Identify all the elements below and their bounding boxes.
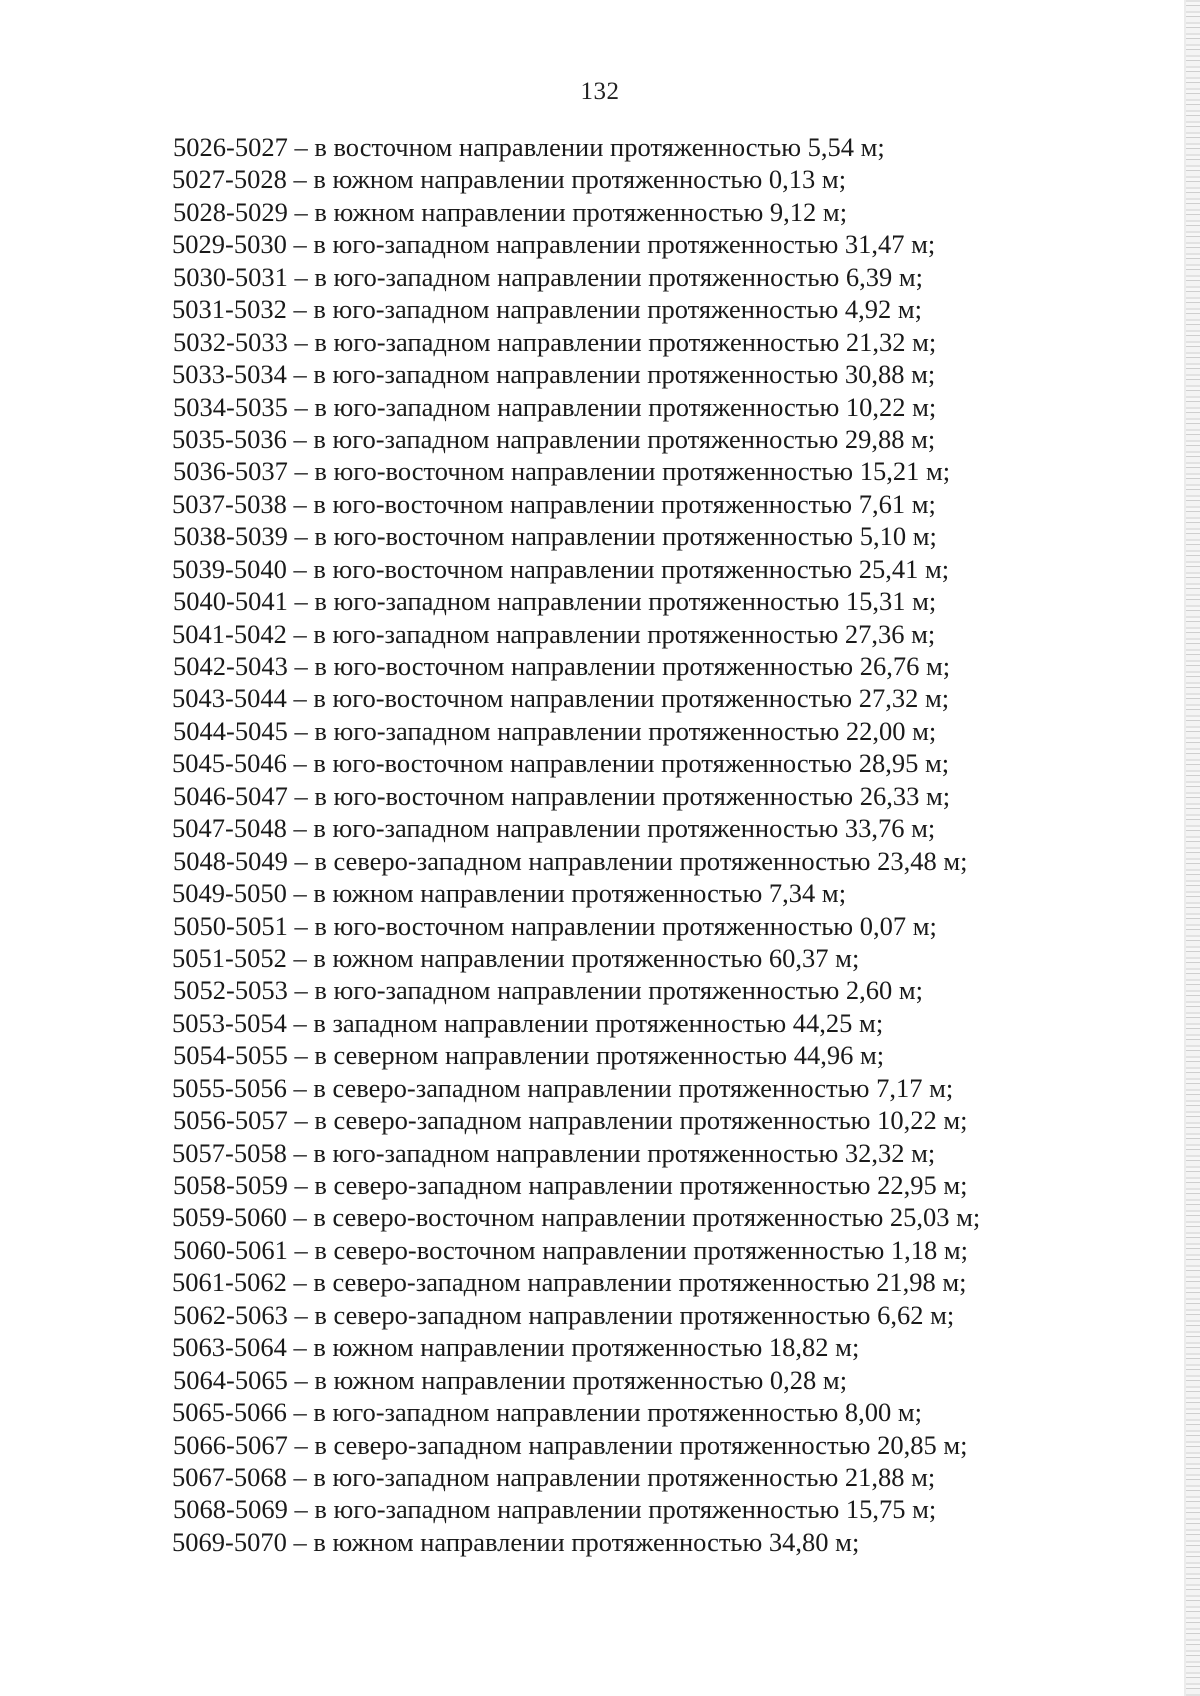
boundary-segment-line: 5048-5049 – в северо-западном направлении протяженностью 23,48 м; (173, 845, 968, 876)
boundary-segment-line: 5039-5040 – в юго-восточном направлении протяженностью 25,41 м; (172, 553, 950, 584)
boundary-segment-line: 5031-5032 – в юго-западном направлении протяженностью 4,92 м; (172, 294, 923, 325)
boundary-segment-line: 5060-5061 – в северо-восточном направлении протяженностью 1,18 м; (173, 1234, 969, 1265)
boundary-segment-line: 5053-5054 – в западном направлении протяженностью 44,25 м; (172, 1007, 884, 1038)
boundary-segment-line: 5059-5060 – в северо-восточном направлении протяженностью 25,03 м; (172, 1202, 981, 1233)
boundary-segment-line: 5064-5065 – в южном направлении протяженностью 0,28 м; (173, 1364, 848, 1395)
boundary-segment-line: 5032-5033 – в юго-западном направлении протяженностью 21,32 м; (173, 326, 937, 357)
scan-edge-artifact (1186, 0, 1200, 1696)
boundary-segment-line: 5043-5044 – в юго-восточном направлении протяженностью 27,32 м; (172, 683, 950, 714)
boundary-segment-line: 5040-5041 – в юго-западном направлении протяженностью 15,31 м; (173, 586, 937, 617)
boundary-segment-line: 5045-5046 – в юго-восточном направлении протяженностью 28,95 м; (172, 748, 950, 779)
boundary-segment-line: 5069-5070 – в южном направлении протяженностью 34,80 м; (172, 1526, 860, 1557)
boundary-segment-line: 5044-5045 – в юго-западном направлении протяженностью 22,00 м; (173, 715, 937, 746)
boundary-segment-line: 5055-5056 – в северо-западном направлении протяженностью 7,17 м; (172, 1072, 954, 1103)
boundary-segment-line: 5037-5038 – в юго-восточном направлении протяженностью 7,61 м; (172, 488, 936, 519)
boundary-segment-line: 5033-5034 – в юго-западном направлении протяженностью 30,88 м; (172, 359, 936, 390)
boundary-segment-line: 5041-5042 – в юго-западном направлении протяженностью 27,36 м; (172, 618, 936, 649)
boundary-segment-line: 5046-5047 – в юго-восточном направлении протяженностью 26,33 м; (173, 780, 951, 811)
boundary-segment-line: 5042-5043 – в юго-восточном направлении протяженностью 26,76 м; (173, 651, 951, 681)
boundary-segment-line: 5035-5036 – в юго-западном направлении протяженностью 29,88 м; (172, 423, 936, 454)
boundary-segment-line: 5052-5053 – в юго-западном направлении протяженностью 2,60 м; (173, 975, 924, 1006)
boundary-segment-line: 5026-5027 – в восточном направлении протяженностью 5,54 м; (173, 132, 885, 162)
boundary-segment-line: 5063-5064 – в южном направлении протяженностью 18,82 м; (172, 1332, 860, 1363)
boundary-segment-line: 5036-5037 – в юго-восточном направлении протяженностью 15,21 м; (173, 456, 951, 487)
boundary-segment-line: 5068-5069 – в юго-западном направлении протяженностью 15,75 м; (173, 1494, 937, 1525)
boundary-segment-line: 5030-5031 – в юго-западном направлении протяженностью 6,39 м; (173, 261, 924, 292)
boundary-segment-line: 5027-5028 – в южном направлении протяженностью 0,13 м; (172, 164, 847, 195)
boundary-segment-line: 5061-5062 – в северо-западном направлении протяженностью 21,98 м; (172, 1267, 967, 1298)
boundary-segment-line: 5067-5068 – в юго-западном направлении протяженностью 21,88 м; (172, 1461, 936, 1492)
boundary-segment-line: 5051-5052 – в южном направлении протяженностью 60,37 м; (172, 942, 860, 973)
boundary-segment-line: 5056-5057 – в северо-западном направлении протяженностью 10,22 м; (173, 1105, 968, 1136)
boundary-segment-line: 5034-5035 – в юго-западном направлении протяженностью 10,22 м; (173, 391, 937, 422)
boundary-segment-line: 5062-5063 – в северо-западном направлении протяженностью 6,62 м; (173, 1299, 955, 1330)
boundary-segment-line: 5047-5048 – в юго-западном направлении протяженностью 33,76 м; (172, 813, 936, 844)
boundary-segment-line: 5038-5039 – в юго-восточном направлении протяженностью 5,10 м; (173, 521, 937, 552)
boundary-segment-line: 5054-5055 – в северном направлении протяженностью 44,96 м; (173, 1040, 885, 1071)
boundary-segment-list (172, 131, 1072, 1558)
boundary-segment-line: 5065-5066 – в юго-западном направлении протяженностью 8,00 м; (172, 1397, 923, 1428)
boundary-segment-line: 5057-5058 – в юго-западном направлении протяженностью 32,32 м; (172, 1137, 936, 1168)
page-number: 132 (580, 78, 620, 105)
boundary-segment-line: 5066-5067 – в северо-западном направлении протяженностью 20,85 м; (173, 1429, 968, 1460)
boundary-segment-line: 5050-5051 – в юго-восточном направлении протяженностью 0,07 м; (173, 910, 937, 941)
boundary-segment-line: 5028-5029 – в южном направлении протяженностью 9,12 м; (173, 196, 848, 227)
boundary-segment-line: 5058-5059 – в северо-западном направлении протяженностью 22,95 м; (173, 1170, 968, 1200)
boundary-segment-line: 5029-5030 – в юго-западном направлении протяженностью 31,47 м; (172, 229, 936, 260)
boundary-segment-line: 5049-5050 – в южном направлении протяженностью 7,34 м; (172, 878, 847, 909)
